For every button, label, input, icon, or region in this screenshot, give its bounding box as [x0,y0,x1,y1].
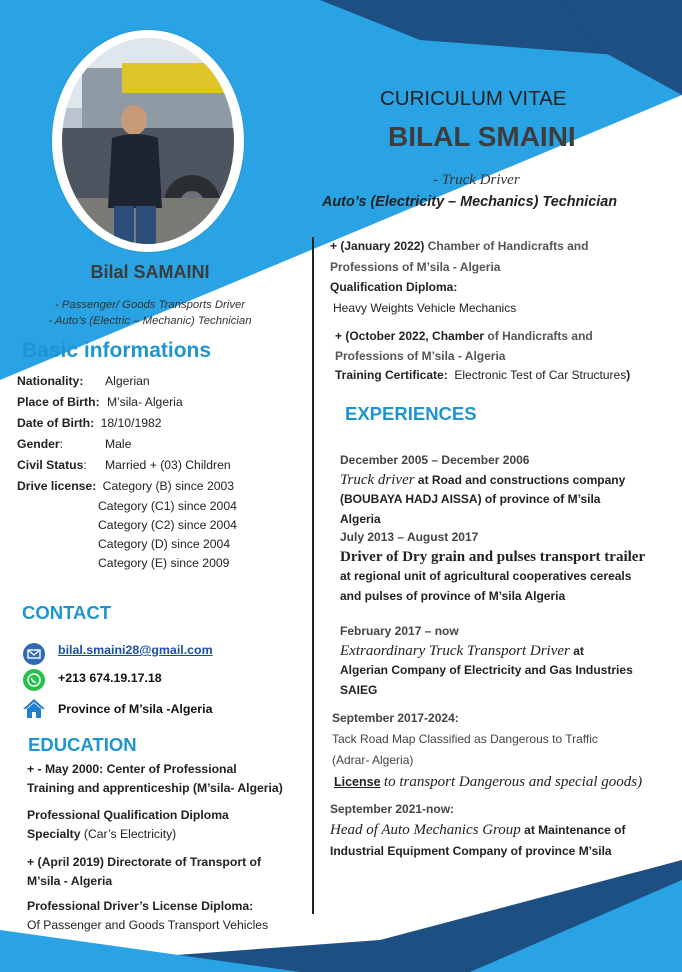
license-item: Category (C1) since 2004 [98,499,237,513]
experience-item [340,451,625,529]
sidebar-roles [20,297,280,329]
experience-line: Truck driver at Road and constructions company [340,471,626,488]
education-line: Of Passenger and Goods Transport Vehicles [27,918,269,932]
dob-row: Date of Birth: 18/10/1982 [17,416,162,430]
sidebar-role-1: - Passenger/ Goods Transports Driver [54,299,246,311]
qualification-line: Professions of M’sila - Algeria [330,259,501,274]
email-icon [23,643,45,665]
sidebar-role-2: - Auto’s (Electric – Mechanic) Technician [48,315,252,327]
experience-item [340,622,633,700]
qualification-line: + (January 2022) Chamber of Handicrafts and [330,239,589,253]
education-item [27,760,307,798]
license-item: Category (E) since 2009 [98,556,230,570]
birthplace-label: Place of Birth [17,395,96,409]
license-item: Category (C2) since 2004 [98,518,237,532]
education-item [27,853,307,891]
experience-license: License to transport Dangerous and special goods) [334,774,643,790]
education-line: Training and apprenticeship (M’sila- Algeria) [27,781,283,795]
experience-line: Algeria [340,511,381,526]
contact-title: CONTACT [22,602,112,623]
experience-item [332,708,598,771]
whatsapp-icon [23,669,45,691]
experience-item [330,799,626,862]
gender-label: Gender [17,437,60,451]
nationality-value: Algerian [105,374,150,388]
experience-line: Tack Road Map Classified as Dangerous to Traffic [332,732,598,746]
cv-title: CURICULUM VITAE [380,87,567,110]
experience-line: Extraordinary Truck Transport Driver at [340,642,584,659]
experience-line: at regional unit of agricultural cooperatives cereals [340,569,632,583]
experience-date: September 2017-2024: [332,711,459,725]
experience-line: Industrial Equipment Company of province M’sila [330,844,612,858]
experience-line: (BOUBAYA HADJ AISSA) of province of M’sila [340,492,601,506]
experience-date: December 2005 – December 2006 [340,453,530,467]
email-link[interactable]: bilal.smaini28@gmail.com [58,643,213,657]
profile-photo [52,30,244,252]
civil-status-label: Civil Status [17,458,84,472]
license-item: Category (B) since 2003 [102,479,235,493]
experience-date: July 2013 – August 2017 [340,530,479,544]
qualification-label: Qualification Diploma: [330,280,458,294]
sidebar-name: Bilal SAMAINI [90,262,210,282]
birthplace-value: M’sila- Algeria [107,395,183,409]
license-row: Drive license: Category (B) since 2003 [17,479,235,493]
qualification-line: Training Certificate: Electronic Test of Car Structures) [335,368,631,382]
gender-row: Gender: Male [17,437,132,451]
education-line: M’sila - Algeria [27,874,113,888]
phone-number: +213 674.19.17.18 [58,671,162,685]
dob-value: 18/10/1982 [100,416,162,430]
dob-label: Date of Birth [17,416,91,430]
experience-line: (Adrar- Algeria) [332,753,414,767]
birthplace-row: Place of Birth: M’sila- Algeria [17,395,183,409]
education-title: EDUCATION [28,734,137,755]
cv-name: BILAL SMAINI [388,121,576,152]
education-item [27,897,307,935]
qualification-line: Professions of M’sila - Algeria [335,348,506,363]
cv-role-2: Auto’s (Electricity – Mechanics) Technician [322,194,618,210]
basic-info-title: Basic informations [22,339,212,362]
address-text: Province of M’sila -Algeria [58,702,213,716]
civil-status-row: Civil Status: Married + (03) Children [17,458,231,472]
education-line: Professional Driver’s License Diploma: [27,899,254,913]
experience-line: Head of Auto Mechanics Group at Maintenance of [330,822,626,838]
experience-date: September 2021-now: [330,802,455,816]
qualification-value: Heavy Weights Vehicle Mechanics [333,300,517,315]
qualification-item [335,327,630,386]
gender-value: Male [105,437,132,451]
experience-date: February 2017 – now [340,624,459,638]
education-line: Specialty (Car’s Electricity) [27,827,177,841]
civil-status-value: Married + (03) Children [105,458,231,472]
nationality-label: Nationality [17,374,80,388]
home-icon [22,697,46,719]
qualification-line: + (October 2022, Chamber of Handicrafts and [335,329,593,343]
experiences-title: EXPERIENCES [345,403,477,424]
education-line: + - May 2000: Center of Professional [27,762,237,776]
experience-line: Driver of Dry grain and pulses transport trailer [340,548,646,565]
license-item: Category (D) since 2004 [98,537,231,551]
experience-item [340,528,645,606]
license-label: Drive license [17,479,93,493]
qualification-item [330,236,588,318]
experience-line: SAIEG [340,682,378,697]
experience-line: and pulses of province of M’sila Algeria [340,588,566,603]
nationality-row: Nationality: Algerian [17,374,150,388]
education-item [27,806,307,844]
experience-line: Algerian Company of Electricity and Gas Industries [340,663,633,677]
cv-role-1: - Truck Driver [433,172,520,188]
education-line: Professional Qualification Diploma [27,808,229,822]
education-line: + (April 2019) Directorate of Transport of [27,855,262,869]
profile-photo-image [62,38,234,244]
column-divider [312,237,314,914]
